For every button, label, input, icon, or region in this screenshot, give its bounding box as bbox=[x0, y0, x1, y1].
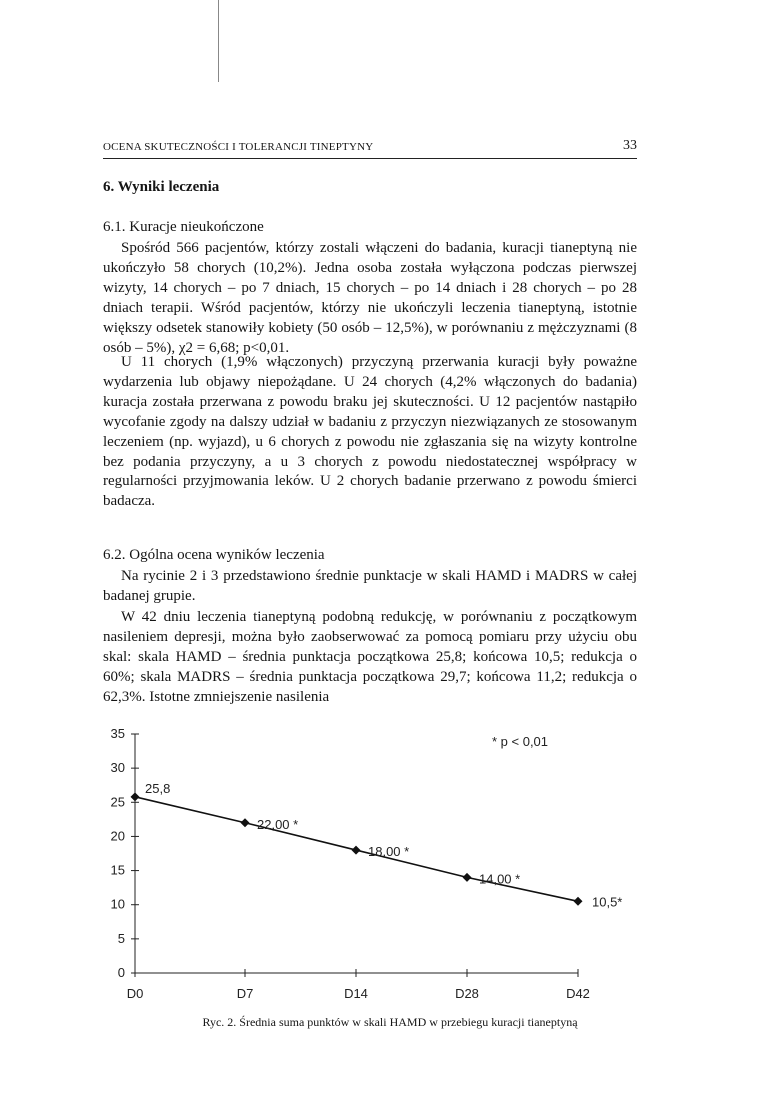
y-tick-label: 10 bbox=[110, 896, 125, 912]
subsection-title-incomplete-treatment: 6.1. Kuracje nieukończone bbox=[103, 219, 264, 235]
x-tick-label: D0 bbox=[126, 986, 144, 1001]
binding-edge-line bbox=[218, 0, 219, 82]
x-tick-label: D28 bbox=[455, 986, 479, 1001]
x-tick-label: D42 bbox=[566, 986, 590, 1001]
page-number: 33 bbox=[623, 138, 637, 153]
data-point-label: 10,5* bbox=[592, 894, 623, 910]
data-point-marker bbox=[352, 846, 361, 855]
subsection-title-overall-results: 6.2. Ogólna ocena wyników leczenia bbox=[103, 547, 325, 563]
data-point-marker bbox=[131, 792, 140, 801]
x-tick-label: D14 bbox=[344, 986, 368, 1001]
y-tick-label: 0 bbox=[117, 965, 125, 980]
y-tick-label: 20 bbox=[110, 828, 125, 844]
data-point-label: 18,00 * bbox=[368, 844, 410, 860]
running-head-title: OCENA SKUTECZNOŚCI I TOLERANCJI TINEPTYNY bbox=[103, 141, 374, 153]
y-tick-label: 30 bbox=[110, 760, 125, 776]
y-tick-label: 25 bbox=[110, 794, 125, 810]
data-point-marker bbox=[463, 873, 472, 882]
figure-caption: Ryc. 2. Średnia suma punktów w skali HAMD w przebiegu kuracji tianeptyną bbox=[202, 1015, 578, 1029]
x-tick-label: D7 bbox=[236, 986, 254, 1001]
paragraph-incomplete-2: U 11 chorych (1,9% włączonych) przyczyną przerwania kuracji były poważne wydarzenia lub objawy niepożądane. U 24 chorych (4,2% włączonych do badania) kuracja została przerwana z powodu braku jej skuteczności. U 12 pacjentów nastąpiło wycofanie zgody na dalszy udział w badaniu z przyczyn niezwiązanych ze stosowanym leczeniem (np. wyjazd), u 6 chorych z powodu nie zgłaszania się na wizyty kontrolne bez podania przyczyny, a u 3 chorych z powodu niedostatecznej współpracy w regularności przyjmowania leków. U 2 chorych badanie przerwano z powodu śmierci badacza. bbox=[103, 354, 637, 510]
paragraph-incomplete-1: Spośród 566 pacjentów, którzy zostali włączeni do badania, kuracji tianeptyną nie ukończyło 58 chorych (10,2%). Jedna osoba została wyłączona podczas pierwszej wizyty, 14 chorych – po 7 dniach, 15 chorych – po 14 dniach i 28 chorych – po 28 dniach terapii. Wśród pacjentów, którzy nie ukończyli leczenia tianeptyną, istotnie większy odsetek stanowiły kobiety (50 osób – 12,5%), w porównaniu z mężczyznami (8 osób – 5%), χ2 = 6,68; p<0,01. bbox=[103, 240, 637, 356]
significance-annotation: * p < 0,01 bbox=[492, 734, 549, 749]
paragraph-results-1: Na rycinie 2 i 3 przedstawiono średnie punktacje w skali HAMD i MADRS w całej badanej grupie. bbox=[103, 568, 637, 604]
y-tick-label: 35 bbox=[110, 726, 125, 741]
data-point-label: 14,00 * bbox=[479, 871, 521, 887]
y-tick-label: 5 bbox=[117, 930, 125, 946]
data-point-label: 25,8 bbox=[145, 780, 171, 796]
section-heading: 6. Wyniki leczenia bbox=[103, 179, 220, 195]
y-tick-label: 15 bbox=[110, 862, 125, 878]
data-point-marker bbox=[574, 897, 583, 906]
data-point-marker bbox=[241, 818, 250, 827]
hamd-line-chart bbox=[0, 720, 780, 1010]
data-point-label: 22,00 * bbox=[257, 816, 299, 832]
running-head bbox=[103, 138, 637, 159]
paragraph-results-2: W 42 dniu leczenia tianeptyną podobną redukcję, w porównaniu z początkowym nasileniem depresji, można było zaobserwować za pomocą pomiaru przy użyciu obu skal: skala HAMD – średnia punktacja początkowa 25,8; końcowa 10,5; redukcja o 60%; skala MADRS – średnia punktacja początkowa 29,7; końcowa 11,2; redukcja o 62,3%. Istotne zmniejszenie nasilenia bbox=[103, 609, 637, 705]
